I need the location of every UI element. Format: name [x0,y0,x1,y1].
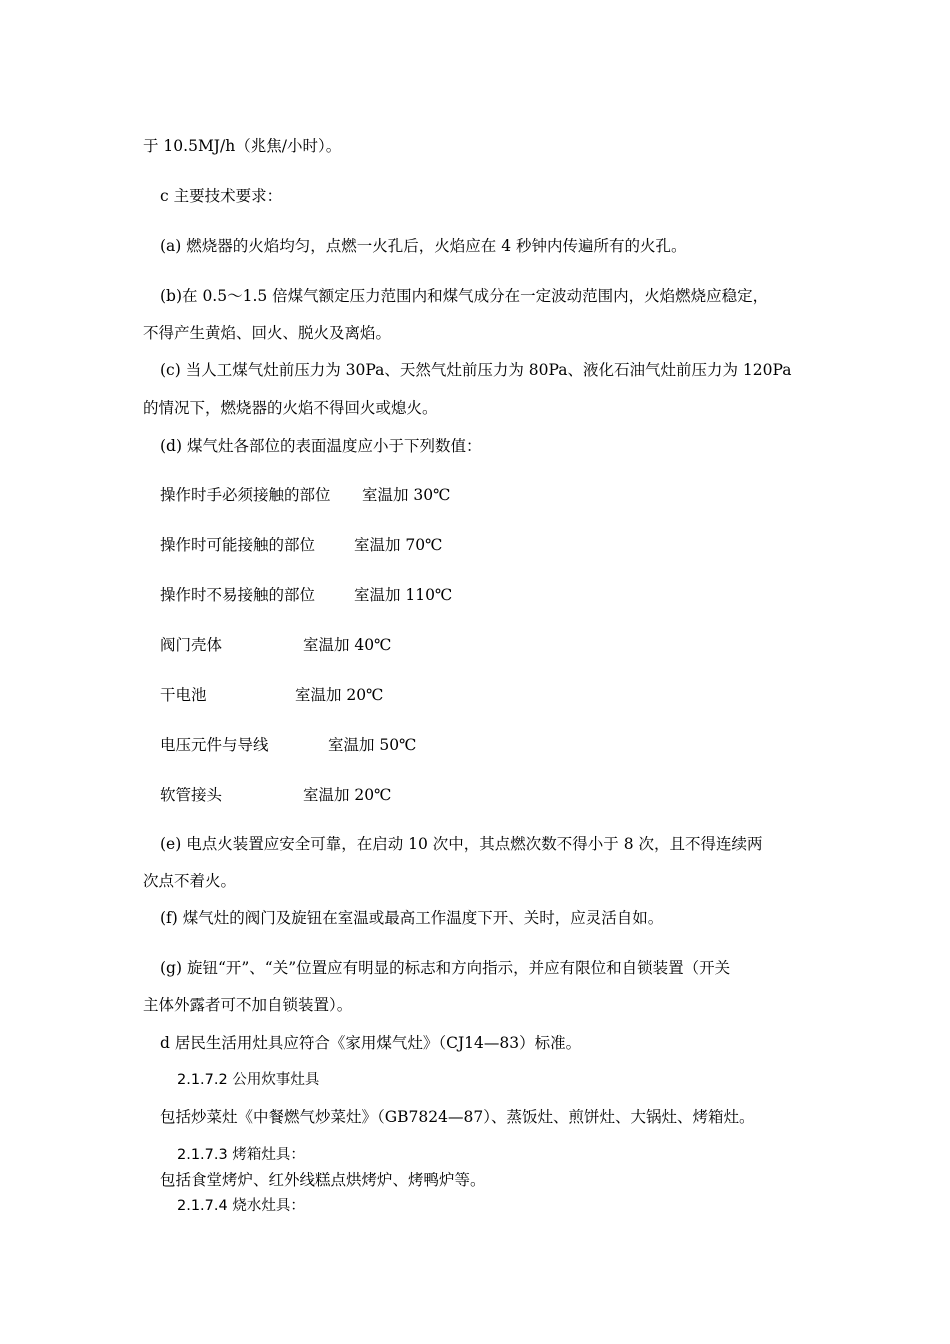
section-body: 包括食堂烤炉、红外线糕点烘烤炉、烤鸭炉等。 [160,1171,486,1189]
text-line: (e) 电点火装置应安全可靠，在启动 10 次中，其点燃次数不得小于 8 次，且不得连续两 [160,835,763,853]
temp-value: 室温加 20℃ [295,686,384,704]
temp-value: 室温加 70℃ [354,536,443,554]
section-heading: 2.1.7.2 公用炊事灶具 [177,1072,320,1088]
temp-part: 软管接头 [160,786,223,804]
text-line: (d) 煤气灶各部位的表面温度应小于下列数值： [160,437,482,455]
temp-value: 室温加 50℃ [328,736,417,754]
temp-part: 阀门壳体 [160,636,223,654]
temp-part: 操作时不易接触的部位 [160,586,316,604]
temp-part: 干电池 [160,686,207,704]
text-line: 的情况下，燃烧器的火焰不得回火或熄火。 [143,399,438,417]
text-line: (f) 煤气灶的阀门及旋钮在室温或最高工作温度下开、关时，应灵活自如。 [160,909,664,927]
temp-part: 操作时可能接触的部位 [160,536,316,554]
text-line: 于 10.5MJ/h（兆焦/小时）。 [143,137,342,155]
text-line: (c) 当人工煤气灶前压力为 30Pa、天然气灶前压力为 80Pa、液化石油气灶前压力为 120Pa [160,361,792,379]
text-line: 次点不着火。 [143,872,237,890]
text-line: (a) 燃烧器的火焰均匀，点燃一火孔后，火焰应在 4 秒钟内传遍所有的火孔。 [160,237,687,255]
temp-part: 操作时手必须接触的部位 [160,486,331,504]
text-line: (b)在 0.5～1.5 倍煤气额定压力范围内和煤气成分在一定波动范围内，火焰燃烧应稳定， [160,287,769,305]
text-line: 主体外露者可不加自锁装置）。 [143,996,353,1014]
temp-value: 室温加 30℃ [362,486,451,504]
text-line: d 居民生活用灶具应符合《家用煤气灶》（CJ14—83）标准。 [160,1034,582,1052]
temp-value: 室温加 20℃ [303,786,392,804]
temp-value: 室温加 40℃ [303,636,392,654]
text-line: (g) 旋钮“开”、“关”位置应有明显的标志和方向指示，并应有限位和自锁装置（开关 [160,959,731,977]
temp-value: 室温加 110℃ [354,586,453,604]
section-body: 包括炒菜灶《中餐燃气炒菜灶》（GB7824—87）、蒸饭灶、煎饼灶、大锅灶、烤箱灶。 [160,1108,755,1126]
text-line: 不得产生黄焰、回火、脱火及离焰。 [143,324,392,342]
section-heading: 2.1.7.4 烧水灶具： [177,1198,305,1214]
text-line: c 主要技术要求： [160,187,283,205]
temp-part: 电压元件与导线 [160,736,269,754]
section-heading: 2.1.7.3 烤箱灶具： [177,1147,305,1163]
